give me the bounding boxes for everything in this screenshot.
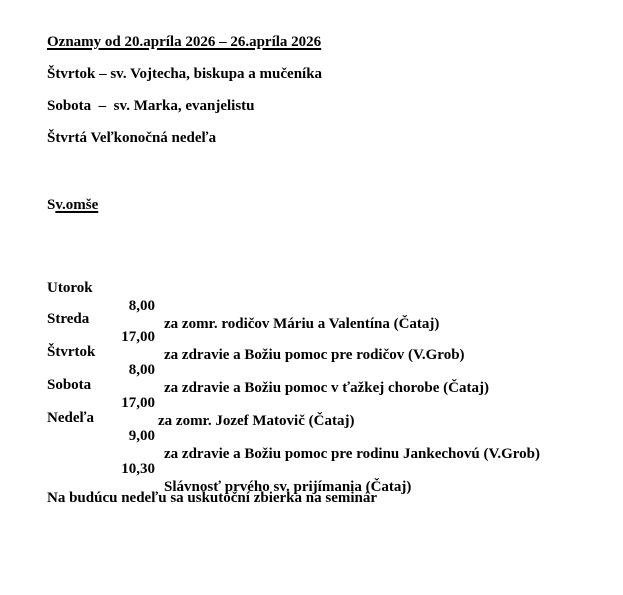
mass-intention: Slávnosť prvého sv. prijímania (Čataj)	[164, 479, 412, 495]
mass-time: 8,00	[128, 298, 155, 314]
feast-line: Štvrtok – sv. Vojtecha, biskupa a mučeníka	[47, 66, 323, 82]
mass-day: Sobota	[47, 377, 92, 393]
masses-heading	[47, 196, 98, 214]
mass-time: 17,00	[121, 395, 155, 411]
feast-line: Sobota – sv. Marka, evanjelistu	[47, 98, 255, 114]
document-title: Oznamy od 20.apríla 2026 – 26.apríla 2026	[47, 34, 322, 50]
masses-heading-rest: v.omše	[55, 197, 99, 213]
mass-day: Štvrtok	[47, 344, 96, 360]
mass-intention: za zdravie a Božiu pomoc pre rodinu Jankechovú (V.Grob)	[164, 446, 540, 462]
mass-intention: za zdravie a Božiu pomoc pre rodičov (V.Grob)	[164, 347, 465, 363]
mass-time: 17,00	[121, 329, 155, 345]
mass-day: Streda	[47, 311, 90, 327]
collection-note: Na budúcu nedeľu sa uskutoční zbierka na seminár	[47, 490, 378, 506]
mass-intention: za zomr. rodičov Máriu a Valentína (Čataj)	[164, 316, 440, 332]
mass-day: Nedeľa	[47, 410, 95, 426]
mass-intention: za zomr. Jozef Matovič (Čataj)	[158, 413, 355, 429]
mass-time: 8,00	[128, 362, 155, 378]
feast-line: Štvrtá Veľkonočná nedeľa	[47, 130, 217, 146]
mass-time: 10,30	[121, 461, 155, 477]
mass-time: 9,00	[128, 428, 155, 444]
mass-day: Utorok	[47, 280, 93, 296]
mass-intention: za zdravie a Božiu pomoc v ťažkej chorobe (Čataj)	[164, 380, 489, 396]
masses-heading-first: S	[47, 197, 56, 213]
